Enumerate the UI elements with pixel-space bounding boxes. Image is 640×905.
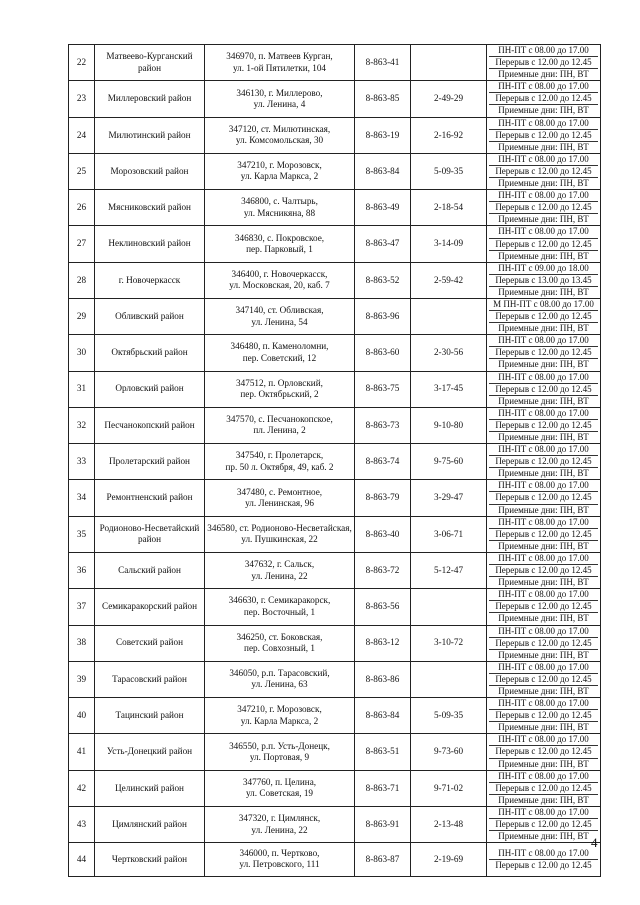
address-line-2: пер. Совхозный, 1 xyxy=(244,643,315,654)
address-line-1: 346000, п. Чертково, xyxy=(239,847,320,858)
working-hours-line: Перерыв с 12.00 до 12.45 xyxy=(489,783,598,795)
working-hours-cell xyxy=(487,770,601,806)
working-hours-line: Приемные дни: ПН, ВТ xyxy=(498,540,589,551)
district-name-cell: Морозовский район xyxy=(95,153,205,189)
working-hours-line: Приемные дни: ПН, ВТ xyxy=(498,359,589,370)
district-name-cell: Семикаракорский район xyxy=(95,589,205,625)
working-hours-line: Приемные дни: ПН, ВТ xyxy=(498,141,589,152)
table-row xyxy=(69,298,601,334)
working-hours-line: ПН-ПТ с 08.00 до 17.00 xyxy=(489,372,598,384)
address-line-1: 347632, г. Сальск, xyxy=(244,559,315,570)
working-hours-line: ПН-ПТ с 08.00 до 17.00 xyxy=(489,154,598,166)
table-row xyxy=(69,734,601,770)
phone-number-cell: 2-49-29 xyxy=(411,81,487,117)
phone-code-cell: 8-863-84 xyxy=(355,698,411,734)
table-row xyxy=(69,770,601,806)
address-cell xyxy=(205,625,355,661)
address-cell xyxy=(205,444,355,480)
row-number-cell: 39 xyxy=(69,661,95,697)
working-hours-line: Перерыв с 12.00 до 12.45 xyxy=(489,420,598,432)
address-line-2: ул. Московская, 20, каб. 7 xyxy=(229,280,330,291)
phone-number-cell: 3-29-47 xyxy=(411,480,487,516)
district-name-cell: Милютинский район xyxy=(95,117,205,153)
table-row xyxy=(69,335,601,371)
working-hours-line: Приемные дни: ПН, ВТ xyxy=(498,178,589,189)
phone-number-cell: 2-13-48 xyxy=(411,806,487,842)
address-line-1: 346830, с. Покровское, xyxy=(234,232,325,243)
address-line-2: ул. Карла Маркса, 2 xyxy=(240,715,319,726)
address-line-1: 347210, г. Морозовск, xyxy=(237,160,322,171)
working-hours-line: Приемные дни: ПН, ВТ xyxy=(498,722,589,733)
address-cell xyxy=(205,770,355,806)
address-line-2: ул. 1-ой Пятилетки, 104 xyxy=(232,62,327,73)
address-line-1: 347512, п. Орловский, xyxy=(236,377,323,388)
address-line-2: пер. Парковый, 1 xyxy=(246,244,313,255)
working-hours-cell xyxy=(487,516,601,552)
working-hours-line: М ПН-ПТ с 08.00 до 17.00 xyxy=(489,299,598,311)
address-cell xyxy=(205,335,355,371)
working-hours-cell xyxy=(487,625,601,661)
working-hours-line: Приемные дни: ПН, ВТ xyxy=(498,323,589,334)
row-number-cell: 23 xyxy=(69,81,95,117)
table-row xyxy=(69,45,601,81)
working-hours-line: Приемные дни: ПН, ВТ xyxy=(498,214,589,225)
phone-number-cell: 2-30-56 xyxy=(411,335,487,371)
table-row xyxy=(69,589,601,625)
phone-number-cell: 3-10-72 xyxy=(411,625,487,661)
address-cell xyxy=(205,661,355,697)
working-hours-line: Перерыв с 12.00 до 12.45 xyxy=(489,674,598,686)
table-row xyxy=(69,262,601,298)
working-hours-line: Перерыв с 12.00 до 12.45 xyxy=(489,638,598,650)
phone-code-cell: 8-863-91 xyxy=(355,806,411,842)
phone-code-cell: 8-863-60 xyxy=(355,335,411,371)
working-hours-line: Приемные дни: ПН, ВТ xyxy=(498,831,589,842)
working-hours-cell xyxy=(487,444,601,480)
working-hours-cell xyxy=(487,153,601,189)
row-number-cell: 32 xyxy=(69,407,95,443)
row-number-cell: 29 xyxy=(69,298,95,334)
row-number-cell: 36 xyxy=(69,552,95,588)
working-hours-line: ПН-ПТ с 08.00 до 17.00 xyxy=(489,335,598,347)
address-line-1: 346800, с. Чалтырь, xyxy=(241,196,318,207)
row-number-cell: 42 xyxy=(69,770,95,806)
address-line-1: 347540, г. Пролетарск, xyxy=(235,450,324,461)
address-line-2: ул. Петровского, 111 xyxy=(239,859,320,870)
address-line-2: ул. Карла Маркса, 2 xyxy=(240,171,319,182)
phone-number-cell: 5-12-47 xyxy=(411,552,487,588)
address-line-1: 347480, с. Ремонтное, xyxy=(236,486,323,497)
working-hours-line: Приемные дни: ПН, ВТ xyxy=(498,105,589,116)
address-line-1: 346050, р.п. Тарасовский, xyxy=(229,668,330,679)
phone-code-cell: 8-863-96 xyxy=(355,298,411,334)
phone-code-cell: 8-863-79 xyxy=(355,480,411,516)
address-line-2: ул. Ленина, 22 xyxy=(251,824,308,835)
address-cell xyxy=(205,552,355,588)
district-name-cell: Цимлянский район xyxy=(95,806,205,842)
working-hours-line: ПН-ПТ с 08.00 до 17.00 xyxy=(489,45,598,57)
phone-code-cell: 8-863-49 xyxy=(355,190,411,226)
address-line-1: 346970, п. Матвеев Курган, xyxy=(226,51,333,62)
table-row xyxy=(69,516,601,552)
working-hours-line: Приемные дни: ПН, ВТ xyxy=(498,685,589,696)
address-cell xyxy=(205,698,355,734)
address-line-2: ул. Ленина, 4 xyxy=(253,98,306,109)
working-hours-line: ПН-ПТ с 08.00 до 17.00 xyxy=(489,848,598,860)
district-name-cell: Миллеровский район xyxy=(95,81,205,117)
district-name-cell: Советский район xyxy=(95,625,205,661)
row-number-cell: 25 xyxy=(69,153,95,189)
address-line-2: пл. Ленина, 2 xyxy=(253,425,306,436)
phone-number-cell: 2-19-69 xyxy=(411,843,487,876)
working-hours-line: ПН-ПТ с 08.00 до 17.00 xyxy=(489,190,598,202)
working-hours-line: Перерыв с 12.00 до 12.45 xyxy=(489,710,598,722)
phone-code-cell: 8-863-75 xyxy=(355,371,411,407)
row-number-cell: 44 xyxy=(69,843,95,876)
address-line-1: 346130, г. Миллерово, xyxy=(236,87,323,98)
working-hours-line: ПН-ПТ с 08.00 до 17.00 xyxy=(489,118,598,130)
working-hours-cell xyxy=(487,661,601,697)
table-row xyxy=(69,117,601,153)
working-hours-cell xyxy=(487,552,601,588)
district-name-cell: г. Новочеркасск xyxy=(95,262,205,298)
phone-code-cell: 8-863-56 xyxy=(355,589,411,625)
working-hours-line: Приемные дни: ПН, ВТ xyxy=(498,613,589,624)
district-name-cell: Ремонтненский район xyxy=(95,480,205,516)
table-row xyxy=(69,661,601,697)
district-name-cell: Родионово-Несветайский район xyxy=(95,516,205,552)
address-line-2: ул. Ленина, 63 xyxy=(251,679,308,690)
address-line-1: 347320, г. Цимлянск, xyxy=(238,813,321,824)
phone-code-cell: 8-863-86 xyxy=(355,661,411,697)
district-name-cell: Орловский район xyxy=(95,371,205,407)
table-row xyxy=(69,480,601,516)
address-line-1: 347570, с. Песчанокопское, xyxy=(226,414,333,425)
row-number-cell: 43 xyxy=(69,806,95,842)
table-row xyxy=(69,843,601,876)
address-line-1: 346400, г. Новочеркасск, xyxy=(231,268,328,279)
table-row xyxy=(69,552,601,588)
row-number-cell: 28 xyxy=(69,262,95,298)
working-hours-cell xyxy=(487,371,601,407)
working-hours-line: Приемные дни: ПН, ВТ xyxy=(498,649,589,660)
working-hours-line: Перерыв с 12.00 до 12.45 xyxy=(489,456,598,468)
row-number-cell: 38 xyxy=(69,625,95,661)
working-hours-line: ПН-ПТ с 08.00 до 17.00 xyxy=(489,662,598,674)
district-name-cell: Пролетарский район xyxy=(95,444,205,480)
working-hours-cell xyxy=(487,117,601,153)
address-cell xyxy=(205,117,355,153)
page-number: 4 xyxy=(591,835,598,850)
working-hours-line: ПН-ПТ с 08.00 до 17.00 xyxy=(489,807,598,819)
phone-number-cell: 3-17-45 xyxy=(411,371,487,407)
district-name-cell: Чертковский район xyxy=(95,843,205,876)
row-number-cell: 26 xyxy=(69,190,95,226)
working-hours-line: Приемные дни: ПН, ВТ xyxy=(498,468,589,479)
district-name-cell: Октябрьский район xyxy=(95,335,205,371)
table-row xyxy=(69,407,601,443)
working-hours-line: ПН-ПТ с 08.00 до 17.00 xyxy=(489,698,598,710)
row-number-cell: 33 xyxy=(69,444,95,480)
phone-number-cell: 9-10-80 xyxy=(411,407,487,443)
phone-number-cell: 9-71-02 xyxy=(411,770,487,806)
phone-number-cell: 2-16-92 xyxy=(411,117,487,153)
working-hours-line: ПН-ПТ с 08.00 до 17.00 xyxy=(489,589,598,601)
phone-number-cell: 5-09-35 xyxy=(411,698,487,734)
address-line-1: 346580, ст. Родионово-Несветайская, xyxy=(207,522,352,533)
phone-number-cell xyxy=(411,298,487,334)
address-cell xyxy=(205,81,355,117)
working-hours-cell xyxy=(487,226,601,262)
phone-code-cell: 8-863-12 xyxy=(355,625,411,661)
phone-number-cell xyxy=(411,589,487,625)
phone-code-cell: 8-863-85 xyxy=(355,81,411,117)
working-hours-cell xyxy=(487,81,601,117)
working-hours-line: Приемные дни: ПН, ВТ xyxy=(498,794,589,805)
working-hours-line: Перерыв с 12.00 до 12.45 xyxy=(489,492,598,504)
table-body xyxy=(69,45,601,877)
address-line-2: ул. Комсомольская, 30 xyxy=(235,135,324,146)
address-cell xyxy=(205,371,355,407)
working-hours-cell xyxy=(487,190,601,226)
working-hours-line: Приемные дни: ПН, ВТ xyxy=(498,250,589,261)
address-line-2: ул. Пушкинская, 22 xyxy=(241,534,318,545)
working-hours-line: ПН-ПТ с 08.00 до 17.00 xyxy=(489,517,598,529)
working-hours-line: Перерыв с 12.00 до 12.45 xyxy=(489,347,598,359)
row-number-cell: 24 xyxy=(69,117,95,153)
working-hours-cell xyxy=(487,407,601,443)
working-hours-line: Приемные дни: ПН, ВТ xyxy=(498,432,589,442)
working-hours-line: ПН-ПТ с 08.00 до 17.00 xyxy=(489,626,598,638)
working-hours-line: ПН-ПТ с 08.00 до 17.00 xyxy=(489,771,598,783)
address-line-2: ул. Ленина, 54 xyxy=(251,316,308,327)
phone-code-cell: 8-863-40 xyxy=(355,516,411,552)
row-number-cell: 31 xyxy=(69,371,95,407)
working-hours-line: ПН-ПТ с 08.00 до 17.00 xyxy=(489,480,598,492)
table-row xyxy=(69,625,601,661)
district-name-cell: Целинский район xyxy=(95,770,205,806)
working-hours-line: Перерыв с 12.00 до 12.45 xyxy=(489,565,598,577)
working-hours-line: Приемные дни: ПН, ВТ xyxy=(498,504,589,515)
table-row xyxy=(69,444,601,480)
row-number-cell: 41 xyxy=(69,734,95,770)
phone-number-cell: 2-59-42 xyxy=(411,262,487,298)
phone-number-cell: 9-75-60 xyxy=(411,444,487,480)
row-number-cell: 37 xyxy=(69,589,95,625)
row-number-cell: 40 xyxy=(69,698,95,734)
address-line-2: пр. 50 л. Октября, 49, каб. 2 xyxy=(225,461,334,472)
address-line-1: 347120, ст. Милютинская, xyxy=(228,123,331,134)
table-row xyxy=(69,153,601,189)
address-line-1: 346630, г. Семикаракорск, xyxy=(228,595,331,606)
working-hours-line: Приемные дни: ПН, ВТ xyxy=(498,758,589,769)
working-hours-cell xyxy=(487,298,601,334)
address-cell xyxy=(205,407,355,443)
working-hours-line: Перерыв с 12.00 до 12.45 xyxy=(489,130,598,142)
phone-code-cell: 8-863-51 xyxy=(355,734,411,770)
address-line-2: ул. Советская, 19 xyxy=(245,788,314,799)
row-number-cell: 34 xyxy=(69,480,95,516)
working-hours-line: ПН-ПТ с 08.00 до 17.00 xyxy=(489,81,598,93)
address-line-1: 346480, п. Каменоломни, xyxy=(230,341,329,352)
working-hours-line: Перерыв с 12.00 до 12.45 xyxy=(489,166,598,178)
working-hours-line: Перерыв с 12.00 до 12.45 xyxy=(489,311,598,323)
working-hours-cell xyxy=(487,843,601,876)
working-hours-line: Приемные дни: ПН, ВТ xyxy=(498,69,589,80)
table-row xyxy=(69,698,601,734)
working-hours-line: ПН-ПТ с 08.00 до 17.00 xyxy=(489,408,598,420)
address-cell xyxy=(205,734,355,770)
district-name-cell: Тарасовский район xyxy=(95,661,205,697)
working-hours-cell xyxy=(487,589,601,625)
table-row xyxy=(69,190,601,226)
working-hours-line: ПН-ПТ с 08.00 до 17.00 xyxy=(489,226,598,238)
district-name-cell: Усть-Донецкий район xyxy=(95,734,205,770)
address-line-1: 347140, ст. Обливская, xyxy=(235,305,324,316)
phone-number-cell: 3-14-09 xyxy=(411,226,487,262)
phone-code-cell: 8-863-41 xyxy=(355,45,411,81)
address-line-1: 347210, г. Морозовск, xyxy=(237,704,322,715)
row-number-cell: 30 xyxy=(69,335,95,371)
working-hours-line: Перерыв с 13.00 до 13.45 xyxy=(489,275,598,287)
working-hours-line: ПН-ПТ с 08.00 до 17.00 xyxy=(489,444,598,456)
address-cell xyxy=(205,589,355,625)
phone-code-cell: 8-863-73 xyxy=(355,407,411,443)
address-line-1: 347760, п. Целина, xyxy=(242,776,317,787)
working-hours-line: ПН-ПТ с 09.00 до 18.00 xyxy=(489,263,598,275)
district-name-cell: Матвеево-Курганский район xyxy=(95,45,205,81)
working-hours-line: Перерыв с 12.00 до 12.45 xyxy=(489,384,598,396)
address-line-2: ул. Ленина, 22 xyxy=(251,570,308,581)
address-line-2: ул. Ленинская, 96 xyxy=(245,498,314,509)
phone-number-cell: 9-73-60 xyxy=(411,734,487,770)
district-name-cell: Тацинский район xyxy=(95,698,205,734)
district-name-cell: Сальский район xyxy=(95,552,205,588)
working-hours-line: Перерыв с 12.00 до 12.45 xyxy=(489,601,598,613)
phone-code-cell: 8-863-84 xyxy=(355,153,411,189)
phone-code-cell: 8-863-87 xyxy=(355,843,411,876)
row-number-cell: 27 xyxy=(69,226,95,262)
working-hours-cell xyxy=(487,335,601,371)
table-row xyxy=(69,806,601,842)
address-line-2: ул. Портовая, 9 xyxy=(249,751,310,762)
address-cell xyxy=(205,45,355,81)
address-line-2: пер. Советский, 12 xyxy=(242,352,317,363)
working-hours-cell xyxy=(487,45,601,81)
address-line-2: ул. Мясникяна, 88 xyxy=(243,207,316,218)
district-name-cell: Обливский район xyxy=(95,298,205,334)
working-hours-line: Перерыв с 12.00 до 12.45 xyxy=(495,859,592,870)
address-cell xyxy=(205,226,355,262)
row-number-cell: 22 xyxy=(69,45,95,81)
working-hours-cell xyxy=(487,480,601,516)
phone-number-cell: 2-18-54 xyxy=(411,190,487,226)
district-name-cell: Неклиновский район xyxy=(95,226,205,262)
working-hours-line: Перерыв с 12.00 до 12.45 xyxy=(489,202,598,214)
address-cell xyxy=(205,480,355,516)
working-hours-line: ПН-ПТ с 08.00 до 17.00 xyxy=(489,734,598,746)
address-line-1: 346550, р.п. Усть-Донецк, xyxy=(229,740,330,751)
working-hours-cell xyxy=(487,262,601,298)
working-hours-line: Перерыв с 12.00 до 12.45 xyxy=(489,819,598,831)
phone-number-cell xyxy=(411,661,487,697)
working-hours-line: Перерыв с 12.00 до 12.45 xyxy=(489,93,598,105)
phone-code-cell: 8-863-47 xyxy=(355,226,411,262)
address-cell xyxy=(205,806,355,842)
working-hours-line: ПН-ПТ с 08.00 до 17.00 xyxy=(489,553,598,565)
address-cell xyxy=(205,190,355,226)
phone-code-cell: 8-863-52 xyxy=(355,262,411,298)
working-hours-line: Приемные дни: ПН, ВТ xyxy=(498,286,589,297)
phone-number-cell: 3-06-71 xyxy=(411,516,487,552)
address-cell xyxy=(205,153,355,189)
phone-number-cell xyxy=(411,45,487,81)
district-name-cell: Песчанокопский район xyxy=(95,407,205,443)
row-number-cell: 35 xyxy=(69,516,95,552)
phone-code-cell: 8-863-71 xyxy=(355,770,411,806)
district-name-cell: Мясниковский район xyxy=(95,190,205,226)
working-hours-cell xyxy=(487,734,601,770)
district-offices-table xyxy=(68,44,601,877)
phone-code-cell: 8-863-72 xyxy=(355,552,411,588)
working-hours-line: Перерыв с 12.00 до 12.45 xyxy=(489,529,598,541)
address-line-2: пер. Октябрьский, 2 xyxy=(240,389,319,400)
address-cell xyxy=(205,516,355,552)
phone-code-cell: 8-863-19 xyxy=(355,117,411,153)
table-row xyxy=(69,81,601,117)
working-hours-line: Приемные дни: ПН, ВТ xyxy=(498,395,589,406)
phone-number-cell: 5-09-35 xyxy=(411,153,487,189)
working-hours-line: Перерыв с 12.00 до 12.45 xyxy=(489,57,598,69)
address-line-2: пер. Восточный, 1 xyxy=(243,606,316,617)
table-row xyxy=(69,226,601,262)
working-hours-line: Перерыв с 12.00 до 12.45 xyxy=(489,239,598,251)
working-hours-line: Перерыв с 12.00 до 12.45 xyxy=(489,746,598,758)
address-cell xyxy=(205,262,355,298)
address-cell xyxy=(205,298,355,334)
working-hours-cell xyxy=(487,806,601,842)
address-line-1: 346250, ст. Боковская, xyxy=(236,631,323,642)
working-hours-cell xyxy=(487,698,601,734)
working-hours-line: Приемные дни: ПН, ВТ xyxy=(498,577,589,588)
table-row xyxy=(69,371,601,407)
address-cell xyxy=(205,843,355,876)
phone-code-cell: 8-863-74 xyxy=(355,444,411,480)
